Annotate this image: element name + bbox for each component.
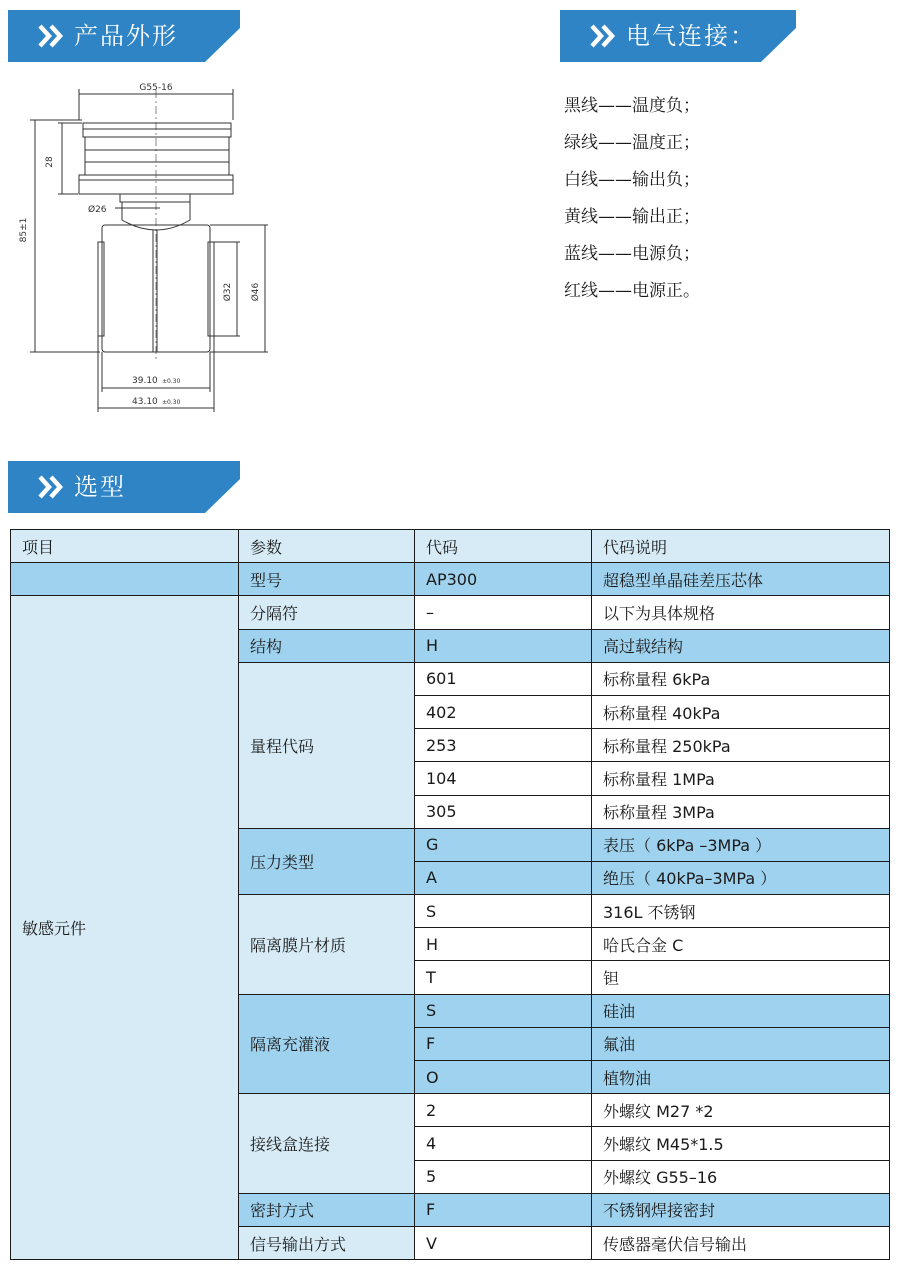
dim-width-39: 39.10 <box>132 376 158 386</box>
cell-code: H <box>415 928 592 961</box>
cell-code: S <box>415 895 592 928</box>
wire-yellow: 黄线——输出正； <box>564 207 700 227</box>
table-row-model <box>11 563 890 596</box>
cell-desc: 标称量程 40kPa <box>592 695 890 728</box>
wire-white: 白线——输出负； <box>564 170 700 190</box>
header-param: 参数 <box>239 530 415 563</box>
cell-desc: 标称量程 6kPa <box>592 662 890 695</box>
cell-param: 型号 <box>239 563 415 596</box>
cell-code: 601 <box>415 662 592 695</box>
cell-param: 量程代码 <box>239 662 415 828</box>
cell-desc: 表压（ 6kPa –3MPa ） <box>592 828 890 861</box>
product-outline-drawing <box>0 70 300 420</box>
section-title-electrical: 电气连接： <box>626 22 756 50</box>
double-chevron-right-icon <box>590 24 616 48</box>
section-banner-selection <box>8 461 240 513</box>
section-banner-appearance <box>8 10 240 62</box>
dim-diameter-26: Ø26 <box>88 205 107 215</box>
table-header-row <box>11 530 890 563</box>
section-title-appearance: 产品外形 <box>74 22 178 50</box>
cell-desc: 高过载结构 <box>592 629 890 662</box>
dim-width-43: 43.10 <box>132 397 158 407</box>
cell-desc: 氟油 <box>592 1027 890 1060</box>
cell-desc: 外螺纹 M27 *2 <box>592 1094 890 1127</box>
cell-param: 压力类型 <box>239 828 415 894</box>
cell-desc: 超稳型单晶硅差压芯体 <box>592 563 890 596</box>
cell-code: F <box>415 1027 592 1060</box>
cell-code: 104 <box>415 762 592 795</box>
cell-code: 402 <box>415 695 592 728</box>
cell-code: AP300 <box>415 563 592 596</box>
cell-code: T <box>415 961 592 994</box>
cell-code: – <box>415 596 592 629</box>
cell-desc: 绝压（ 40kPa–3MPa ） <box>592 861 890 894</box>
double-chevron-right-icon <box>38 475 64 499</box>
header-code: 代码 <box>415 530 592 563</box>
cell-code: S <box>415 994 592 1027</box>
dim-diameter-32: Ø32 <box>223 282 233 302</box>
cell-empty <box>11 563 239 596</box>
wiring-list <box>564 88 700 310</box>
cell-desc: 以下为具体规格 <box>592 596 890 629</box>
cell-desc: 植物油 <box>592 1061 890 1094</box>
cell-desc: 标称量程 3MPa <box>592 795 890 828</box>
header-desc: 代码说明 <box>592 530 890 563</box>
cell-desc: 标称量程 1MPa <box>592 762 890 795</box>
cell-param: 隔离膜片材质 <box>239 895 415 995</box>
dim-top-width: G55-16 <box>139 83 173 93</box>
wire-blue: 蓝线——电源负； <box>564 244 700 264</box>
wire-black: 黑线——温度负； <box>564 96 700 116</box>
cell-desc: 标称量程 250kPa <box>592 729 890 762</box>
cell-desc: 硅油 <box>592 994 890 1027</box>
section-title-selection: 选型 <box>74 473 126 501</box>
cell-code: A <box>415 861 592 894</box>
cell-desc: 316L 不锈钢 <box>592 895 890 928</box>
cell-desc: 钽 <box>592 961 890 994</box>
cell-code: F <box>415 1193 592 1226</box>
dim-height-28: 28 <box>45 156 55 168</box>
section-banner-electrical <box>560 10 796 62</box>
cell-desc: 外螺纹 G55–16 <box>592 1160 890 1193</box>
cell-param: 隔离充灌液 <box>239 994 415 1094</box>
cell-param: 分隔符 <box>239 596 415 629</box>
cell-param: 结构 <box>239 629 415 662</box>
cell-code: V <box>415 1226 592 1259</box>
cell-code: 2 <box>415 1094 592 1127</box>
cell-desc: 哈氏合金 C <box>592 928 890 961</box>
cell-desc: 传感器毫伏信号输出 <box>592 1226 890 1259</box>
cell-param: 接线盒连接 <box>239 1094 415 1194</box>
table-row <box>11 596 890 629</box>
cell-code: H <box>415 629 592 662</box>
cell-item-sensing-element: 敏感元件 <box>11 596 239 1260</box>
wire-red: 红线——电源正。 <box>564 281 700 301</box>
cell-code: 4 <box>415 1127 592 1160</box>
dim-diameter-46: Ø46 <box>251 282 261 302</box>
header-item: 项目 <box>11 530 239 563</box>
cell-param: 信号输出方式 <box>239 1226 415 1259</box>
dim-total-height: 85±1 <box>19 217 29 243</box>
dim-tolerance-43: ±0.30 <box>162 399 181 406</box>
cell-code: 253 <box>415 729 592 762</box>
cell-code: 305 <box>415 795 592 828</box>
selection-table <box>10 529 890 1260</box>
cell-desc: 外螺纹 M45*1.5 <box>592 1127 890 1160</box>
cell-code: G <box>415 828 592 861</box>
double-chevron-right-icon <box>38 24 64 48</box>
wire-green: 绿线——温度正； <box>564 133 700 153</box>
cell-code: 5 <box>415 1160 592 1193</box>
cell-param: 密封方式 <box>239 1193 415 1226</box>
cell-desc: 不锈钢焊接密封 <box>592 1193 890 1226</box>
dim-tolerance-39: ±0.30 <box>162 378 181 385</box>
cell-code: O <box>415 1061 592 1094</box>
